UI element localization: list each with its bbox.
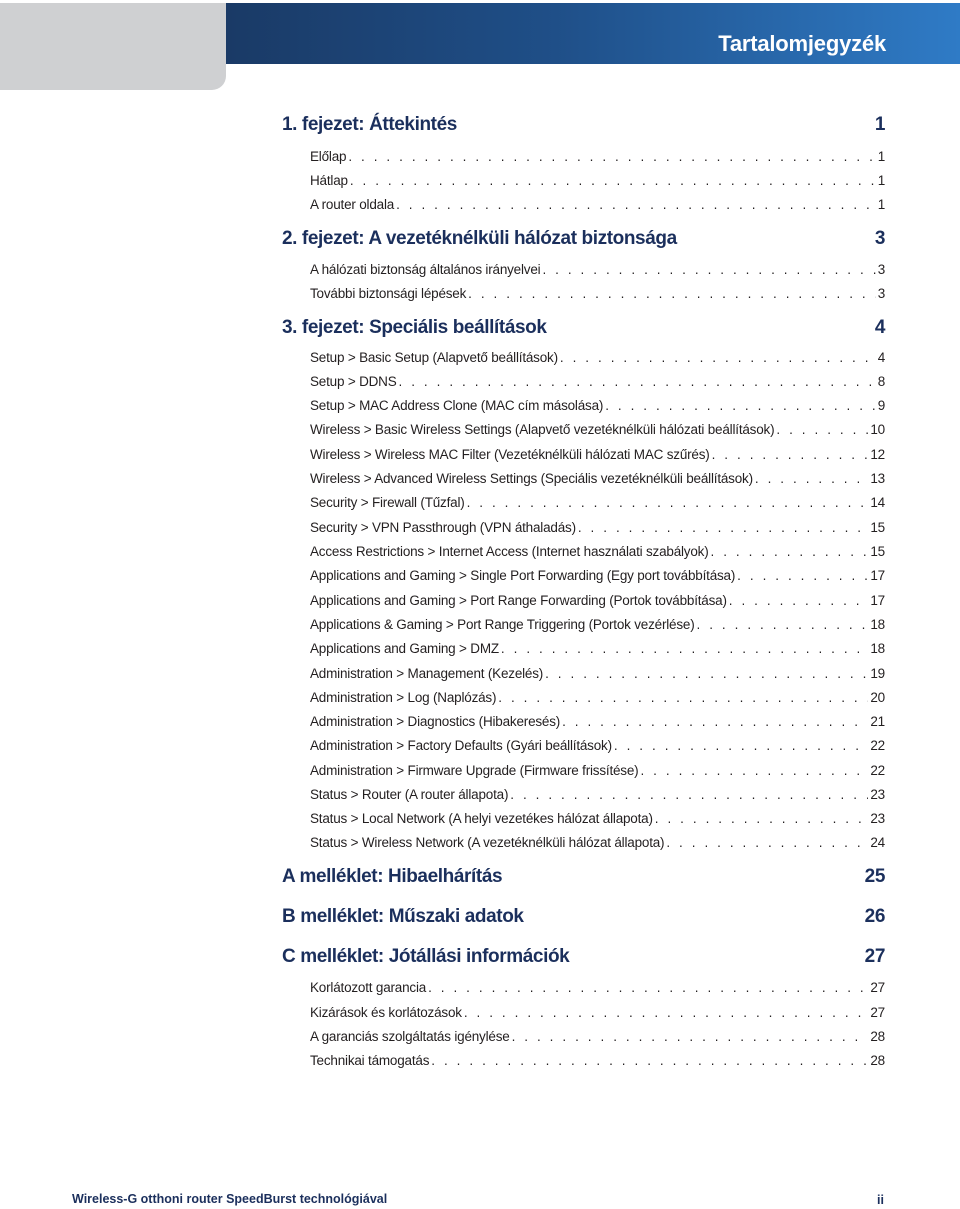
dot-leader [712,447,869,462]
entry-page-number: 18 [870,641,885,656]
toc-entry[interactable] [310,149,885,164]
entry-title: Applications and Gaming > Port Range Forwarding (Portok továbbítása) [310,593,727,608]
entry-page-number: 17 [870,593,885,608]
toc-entry[interactable] [310,1029,885,1044]
toc-entry[interactable] [310,666,885,681]
toc-entry[interactable] [310,350,885,365]
dot-leader [498,690,868,705]
dot-leader [512,1029,869,1044]
entry-title: Wireless > Basic Wireless Settings (Alapvető vezetéknélküli hálózati beállítások) [310,422,775,437]
toc-entry[interactable] [310,286,885,301]
toc-entry[interactable] [310,520,885,535]
toc-entry[interactable] [310,262,885,277]
entry-title: A router oldala [310,197,395,212]
toc-entry[interactable] [310,835,885,850]
entry-title: Setup > Basic Setup (Alapvető beállítások) [310,350,558,365]
dot-leader [468,286,876,301]
toc-entry[interactable] [310,617,885,632]
dot-leader [755,471,868,486]
dot-leader [545,666,868,681]
dot-leader [560,350,876,365]
entry-page-number: 24 [870,835,885,850]
chapter-page-number: 25 [864,866,885,887]
dot-leader [542,262,875,277]
entry-page-number: 10 [870,422,885,437]
entry-page-number: 3 [877,262,885,277]
toc-entry[interactable] [310,690,885,705]
dot-leader [562,714,868,729]
dot-leader [578,520,869,535]
entry-title: Security > VPN Passthrough (VPN áthaladás) [310,520,576,535]
footer-product-name: Wireless-G otthoni router SpeedBurst technológiával [72,1192,388,1206]
entry-page-number: 23 [870,787,885,802]
entry-page-number: 1 [877,197,885,212]
chapter-title: 3. fejezet: Speciális beállítások [282,317,547,338]
page-title: Tartalomjegyzék [718,31,886,56]
toc-chapter-heading[interactable] [282,906,885,928]
chapter-page-number: 26 [864,906,885,927]
entry-page-number: 8 [877,374,885,389]
entry-title: Wireless > Wireless MAC Filter (Vezetéknélküli hálózati MAC szűrés) [310,447,710,462]
dot-leader [464,1005,869,1020]
entry-title: A hálózati biztonság általános irányelvei [310,262,541,277]
entry-page-number: 22 [870,738,885,753]
toc-entry[interactable] [310,1005,885,1020]
toc-entry[interactable] [310,173,885,188]
entry-title: Administration > Factory Defaults (Gyári beállítások) [310,738,612,753]
entry-page-number: 3 [877,286,885,301]
entry-page-number: 12 [870,447,885,462]
entry-title: Kizárások és korlátozások [310,1005,462,1020]
entry-title: Access Restrictions > Internet Access (Internet használati szabályok) [310,544,709,559]
chapter-page-number: 4 [874,317,885,338]
chapter-title: 1. fejezet: Áttekintés [282,114,457,135]
entry-title: Előlap [310,149,347,164]
toc-entry[interactable] [310,811,885,826]
chapter-title: B melléklet: Műszaki adatok [282,906,524,927]
entry-title: Administration > Management (Kezelés) [310,666,544,681]
toc-entry[interactable] [310,593,885,608]
chapter-title: 2. fejezet: A vezetéknélküli hálózat biztonsága [282,228,677,249]
dot-leader [510,787,868,802]
dot-leader [729,593,869,608]
entry-page-number: 1 [877,173,885,188]
entry-title: Setup > DDNS [310,374,397,389]
dot-leader [640,763,868,778]
dot-leader [348,149,875,164]
entry-page-number: 28 [870,1029,885,1044]
entry-title: Wireless > Advanced Wireless Settings (Speciális vezetéknélküli beállítások) [310,471,753,486]
entry-title: Security > Firewall (Tűzfal) [310,495,465,510]
dot-leader [614,738,868,753]
toc-chapter-heading[interactable] [282,114,885,136]
dot-leader [776,422,868,437]
toc-entry[interactable] [310,422,885,437]
entry-title: Applications & Gaming > Port Range Triggering (Portok vezérlése) [310,617,695,632]
chapter-title: C melléklet: Jótállási információk [282,946,570,967]
toc-entry[interactable] [310,197,885,212]
entry-page-number: 9 [877,398,885,413]
toc-chapter-heading[interactable] [282,228,885,250]
toc-entry[interactable] [310,980,885,995]
toc-chapter-heading[interactable] [282,317,885,339]
entry-page-number: 19 [870,666,885,681]
toc-chapter-heading[interactable] [282,866,885,888]
toc-entry[interactable] [310,738,885,753]
toc-entry[interactable] [310,398,885,413]
entry-title: Administration > Diagnostics (Hibakeresés) [310,714,561,729]
entry-title: Applications and Gaming > Single Port Forwarding (Egy port továbbítása) [310,568,736,583]
entry-page-number: 14 [870,495,885,510]
entry-page-number: 27 [870,1005,885,1020]
toc-entry[interactable] [310,641,885,656]
dot-leader [605,398,876,413]
entry-page-number: 21 [870,714,885,729]
dot-leader [737,568,868,583]
entry-page-number: 15 [870,544,885,559]
dot-leader [501,641,868,656]
entry-page-number: 1 [877,149,885,164]
entry-page-number: 28 [870,1053,885,1068]
entry-page-number: 22 [870,763,885,778]
chapter-page-number: 3 [874,228,885,249]
entry-page-number: 20 [870,690,885,705]
toc-entry[interactable] [310,495,885,510]
dot-leader [711,544,869,559]
chapter-title: A melléklet: Hibaelhárítás [282,866,503,887]
entry-title: Administration > Firmware Upgrade (Firmware frissítése) [310,763,639,778]
footer-page-number: ii [877,1193,884,1207]
dot-leader [697,617,869,632]
dot-leader [467,495,869,510]
entry-page-number: 15 [870,520,885,535]
dot-leader [428,980,868,995]
dot-leader [655,811,869,826]
toc-entry[interactable] [310,471,885,486]
entry-page-number: 18 [870,617,885,632]
entry-page-number: 4 [877,350,885,365]
header-banner [226,3,960,64]
dot-leader [350,173,876,188]
chapter-page-number: 1 [874,114,885,135]
toc-entry[interactable] [310,1053,885,1068]
chapter-page-number: 27 [864,946,885,967]
dot-leader [431,1053,868,1068]
entry-page-number: 13 [870,471,885,486]
entry-title: Status > Router (A router állapota) [310,787,509,802]
toc-chapter-heading[interactable] [282,946,885,968]
toc-entry[interactable] [310,374,885,389]
entry-title: Administration > Log (Naplózás) [310,690,497,705]
dot-leader [399,374,876,389]
entry-title: Korlátozott garancia [310,980,427,995]
entry-page-number: 27 [870,980,885,995]
toc-entry[interactable] [310,763,885,778]
toc-entry[interactable] [310,787,885,802]
entry-title: További biztonsági lépések [310,286,467,301]
toc-entry[interactable] [310,714,885,729]
toc-entry[interactable] [310,447,885,462]
toc-entry[interactable] [310,544,885,559]
toc-entry[interactable] [310,568,885,583]
entry-title: Status > Wireless Network (A vezetéknélküli hálózat állapota) [310,835,665,850]
entry-page-number: 23 [870,811,885,826]
dot-leader [666,835,868,850]
entry-title: Technikai támogatás [310,1053,430,1068]
entry-title: Hátlap [310,173,348,188]
entry-title: Setup > MAC Address Clone (MAC cím másolása) [310,398,604,413]
entry-title: Status > Local Network (A helyi vezetékes hálózat állapota) [310,811,653,826]
entry-title: A garanciás szolgáltatás igénylése [310,1029,510,1044]
dot-leader [396,197,876,212]
header-gray-block [0,3,226,90]
entry-title: Applications and Gaming > DMZ [310,641,499,656]
entry-page-number: 17 [870,568,885,583]
